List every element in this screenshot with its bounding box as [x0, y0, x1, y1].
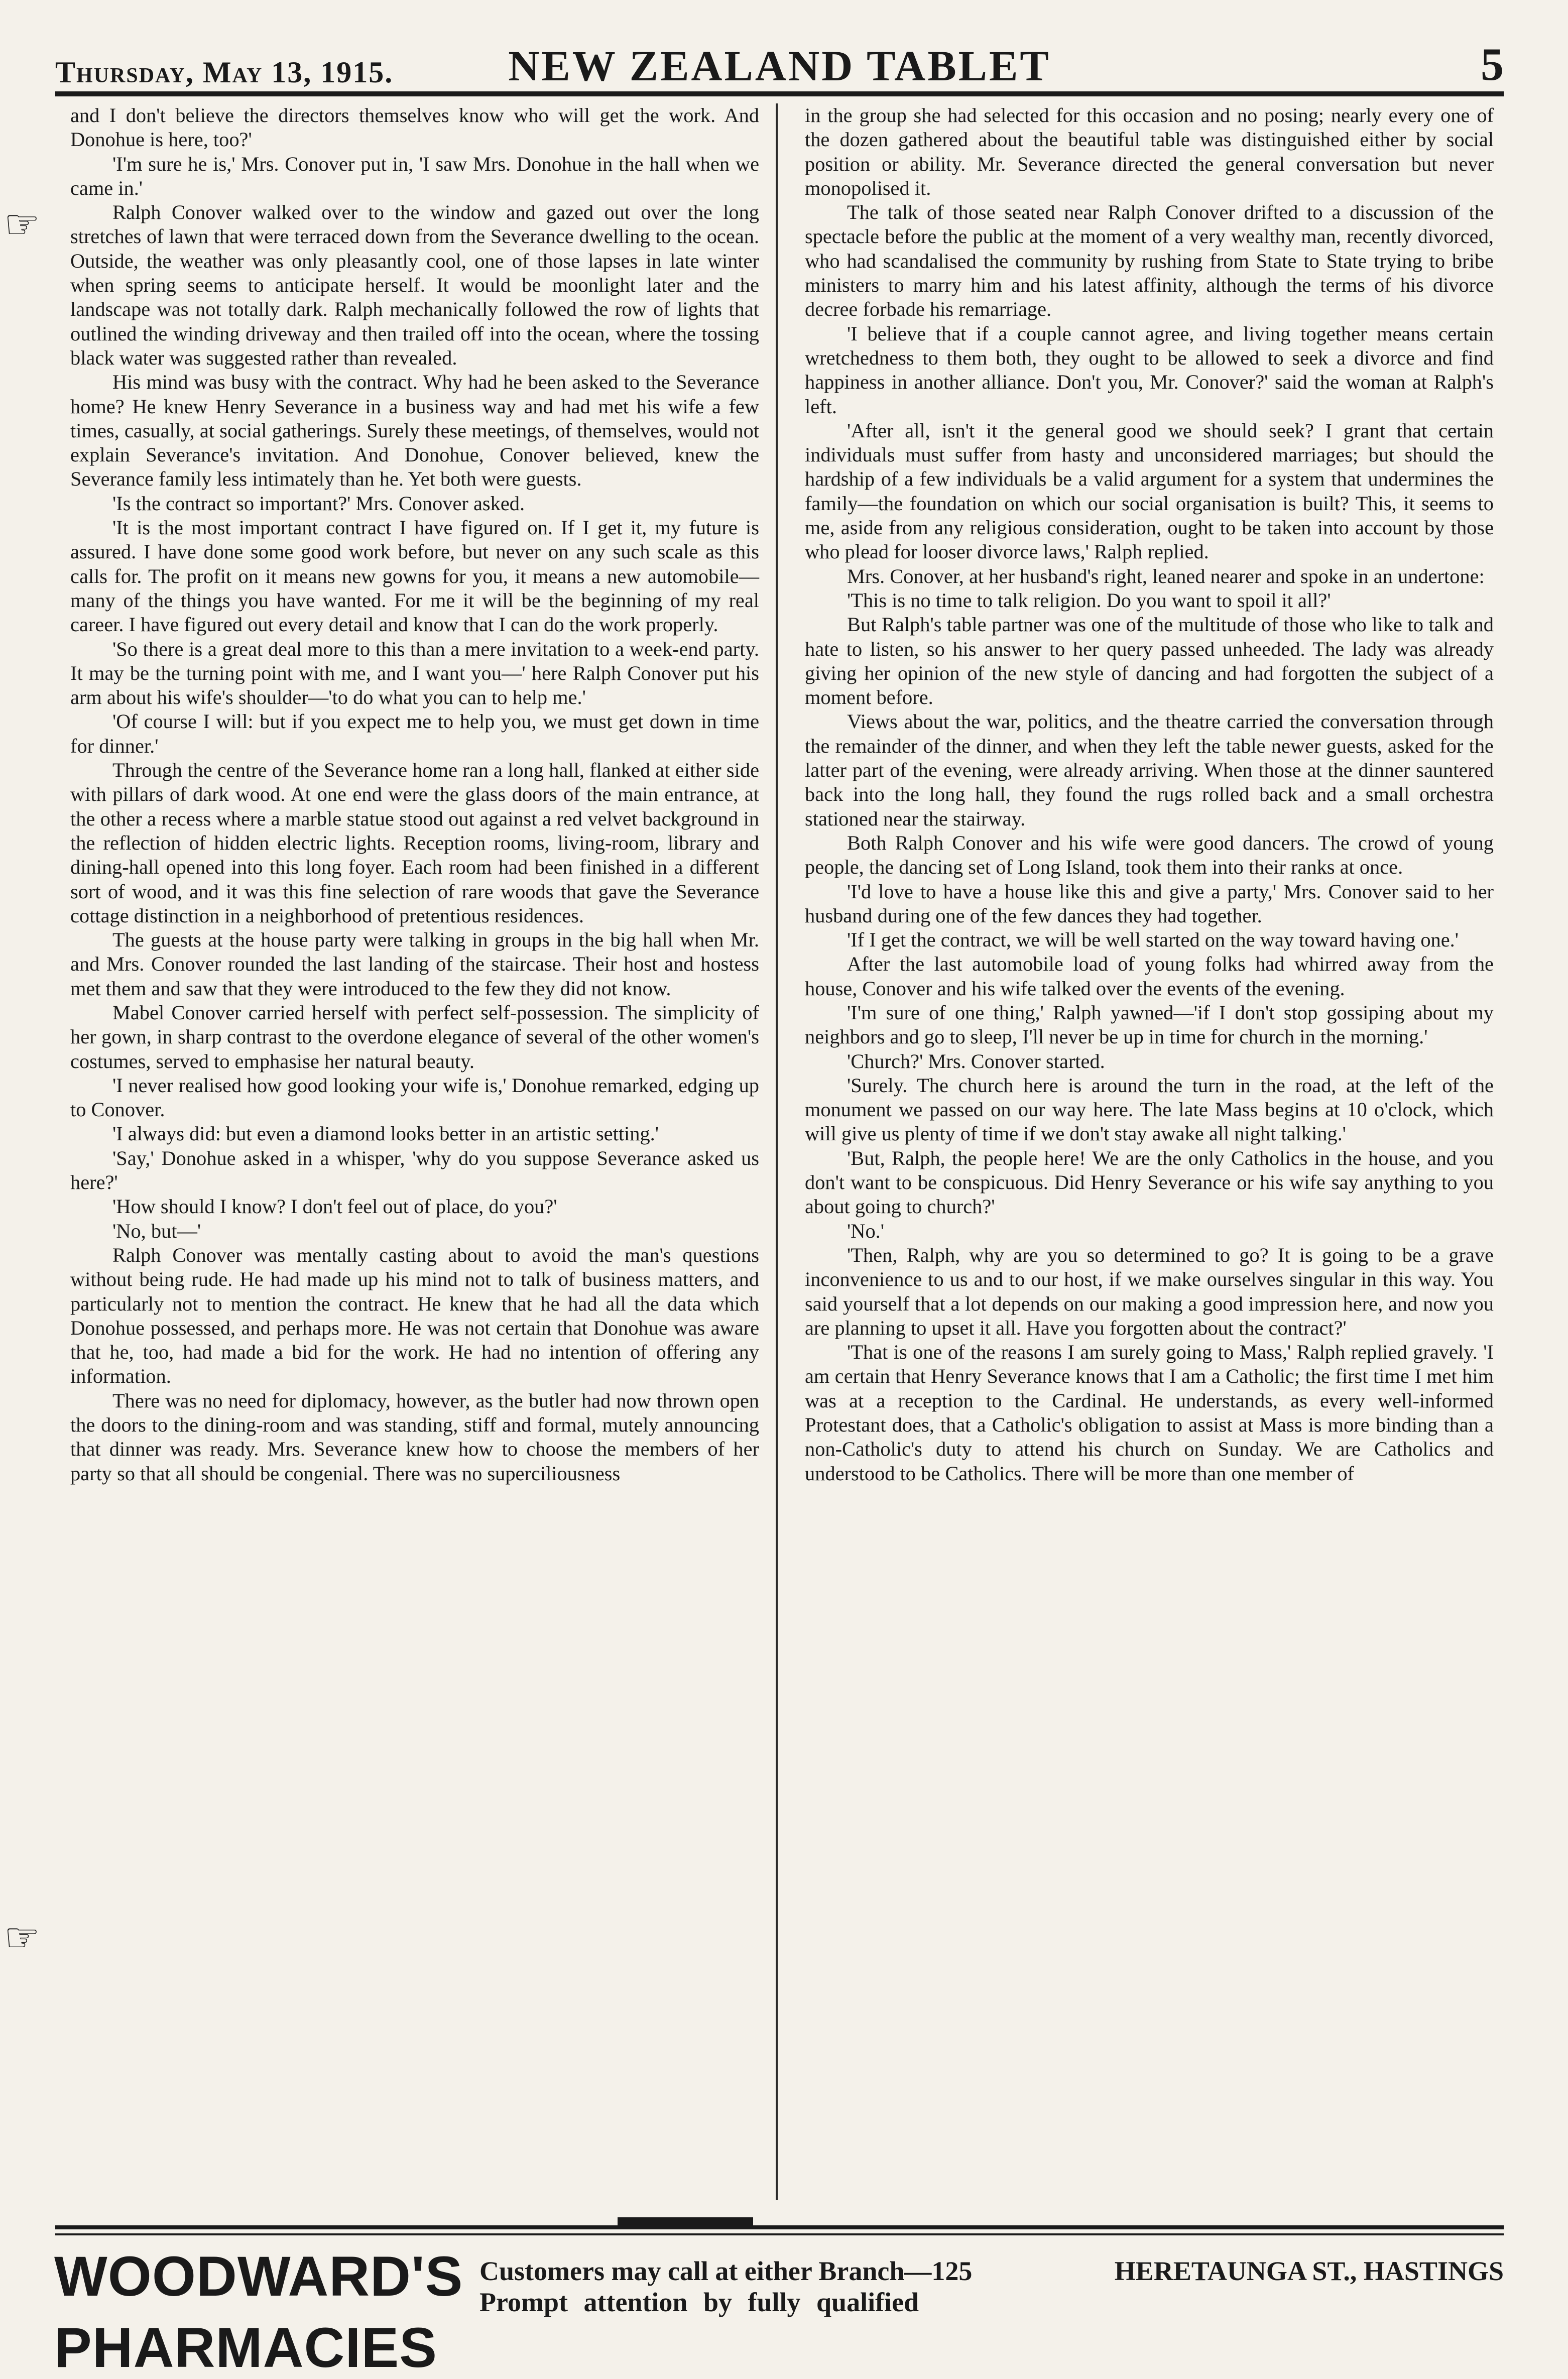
- paragraph: The talk of those seated near Ralph Conover drifted to a discussion of the spectacle before the public at the moment of a very wealthy man, recently divorced, who had scandalised the community by rushing from State to State trying to bribe ministers to marry him and his latest affinity, although the terms of his divorce decree forbade his remarriage.: [805, 201, 1494, 321]
- paragraph: 'I never realised how good looking your wife is,' Donohue remarked, edging up to Conover.: [70, 1074, 759, 1121]
- paragraph: 'That is one of the reasons I am surely going to Mass,' Ralph replied gravely. 'I am certain that Henry Severance knows that I am a Catholic; the first time I met him was at a reception to the Cardinal. He understands, as every well-informed Protestant does, that a Catholic's obligation to assist at Mass is more binding than a non-Catholic's duty to attend his church on Sunday. We are Catholics and understood to be Catholics. There will be more than one member of: [805, 1341, 1494, 1485]
- pointing-hand-icon: ☞: [4, 203, 40, 247]
- paragraph: Mrs. Conover, at her husband's right, leaned nearer and spoke in an undertone:: [847, 564, 1485, 587]
- advertisement-brand-line2: PHARMACIES: [54, 2316, 437, 2379]
- paragraph: 'It is the most important contract I have figured on. If I get it, my future is assured. I have done some good work before, but never on any such scale as this calls for. The profit on it means new gowns for you, it means a new automobile—many of the things you have wanted. For me it will be the beginning of my real career. I have figured out every detail and know that I can do the work properly.: [70, 516, 759, 636]
- paragraph: Mabel Conover carried herself with perfect self-possession. The simplicity of her gown, in sharp contrast to the overdone elegance of several of the other women's costumes, served to emphasise her natural beauty.: [70, 1001, 759, 1073]
- paragraph: 'Of course I will: but if you expect me to help you, we must get down in time for dinner.': [70, 710, 759, 757]
- advertisement-line1-right: HERETAUNGA ST., HASTINGS: [1114, 2256, 1504, 2286]
- paragraph: in the group she had selected for this occasion and no posing; nearly every one of the dozen gathered about the beautiful table was distinguished either by social position or ability. Mr. Severance directed the general conversation but never monopolised it.: [805, 104, 1494, 199]
- paragraph: 'Church?' Mrs. Conover started.: [847, 1049, 1105, 1073]
- advertisement-line2: Prompt attention by fully qualified: [479, 2287, 919, 2317]
- paragraph: But Ralph's table partner was one of the multitude of those who like to talk and hate to listen, so his answer to her query passed unheeded. The lady was already giving her opinion of the new style of dancing and had forgotten the subject of a moment before.: [805, 613, 1494, 709]
- paragraph: 'I believe that if a couple cannot agree, and living together means certain wretchedness to them both, they ought to be allowed to seek a divorce and find happiness in another alliance. Don't you, Mr. Conover?' said the woman at Ralph's left.: [805, 322, 1494, 418]
- masthead: [55, 32, 1504, 90]
- page-number: 5: [1481, 39, 1504, 90]
- paragraph: 'Is the contract so important?' Mrs. Conover asked.: [112, 492, 525, 515]
- paragraph: 'But, Ralph, the people here! We are the only Catholics in the house, and you don't want to be conspicuous. Did Henry Severance or his wife say anything to you about going to church?': [805, 1146, 1494, 1218]
- article-body: [70, 103, 1499, 2200]
- paragraph: 'No, but—': [112, 1219, 201, 1242]
- left-column: [70, 103, 759, 2200]
- paragraph: 'I'd love to have a house like this and give a party,' Mrs. Conover said to her husband during one of the few dances they had together.: [805, 880, 1494, 927]
- paragraph: 'Say,' Donohue asked in a whisper, 'why do you suppose Severance asked us here?': [70, 1146, 759, 1194]
- paragraph: 'This is no time to talk religion. Do you want to spoil it all?': [847, 588, 1331, 612]
- footer-rule: [55, 2225, 1504, 2229]
- paragraph: There was no need for diplomacy, however, as the butler had now thrown open the doors to the dining-room and was standing, stiff and formal, mutely announcing that dinner was ready. Mrs. Severance knew how to choose the members of her party so that all should be congenial. There was no superciliousness: [70, 1389, 759, 1485]
- paragraph: His mind was busy with the contract. Why had he been asked to the Severance home? He knew Henry Severance in a business way and had met his wife a few times, casually, at social gatherings. Surely these meetings, of themselves, would not explain Severance's invitation. And Donohue, Conover believed, knew the Severance family less intimately than he. Yet both were guests.: [70, 371, 759, 491]
- paragraph: Views about the war, politics, and the theatre carried the conversation through the remainder of the dinner, and when they left the table newer guests, asked for the latter part of the evening, were already arriving. When those at the dinner sauntered back into the long hall, they found the rugs rolled back and a small orchestra stationed near the stairway.: [805, 710, 1494, 830]
- paragraph: 'If I get the contract, we will be well started on the way toward having one.': [847, 928, 1459, 951]
- paragraph: 'I'm sure of one thing,' Ralph yawned—'if I don't stop gossiping about my neighbors and go to sleep, I'll never be up in time for church in the morning.': [805, 1001, 1494, 1048]
- right-column: [805, 103, 1494, 2200]
- paragraph: 'I'm sure he is,' Mrs. Conover put in, 'I saw Mrs. Donohue in the hall when we came in.': [70, 152, 759, 199]
- paragraph: Both Ralph Conover and his wife were good dancers. The crowd of young people, the dancing set of Long Island, took them into their ranks at once.: [805, 831, 1494, 879]
- paragraph: Ralph Conover was mentally casting about to avoid the man's questions without being rude. He had made up his mind not to talk of business matters, and particularly not to mention the contract. He knew that he had all the data which Donohue possessed, and perhaps more. He was not certain that Donohue was aware that he, too, had made a bid for the work. He had no intention of offering any information.: [70, 1243, 759, 1388]
- paragraph: Through the centre of the Severance home ran a long hall, flanked at either side with pillars of dark wood. At one end were the glass doors of the main entrance, at the other a recess where a marble statue stood out against a red velvet background in the reflection of hidden electric lights. Reception rooms, living-room, library and dining-hall opened into this long foyer. Each room had been finished in a different sort of wood, and it was this fine selection of rare woods that gave the Severance cottage distinction in a neighborhood of pretentious residences.: [70, 759, 759, 927]
- paragraph: 'Surely. The church here is around the turn in the road, at the left of the monument we passed on our way here. The late Mass begins at 10 o'clock, which will give us plenty of time if we don't stay awake all night talking.': [805, 1074, 1494, 1145]
- paragraph: and I don't believe the directors themselves know who will get the work. And Donohue is here, too?': [70, 104, 759, 151]
- paragraph: Ralph Conover walked over to the window and gazed out over the long stretches of lawn that were terraced down from the Severance dwelling to the ocean. Outside, the weather was only pleasantly cool, one of those lapses in late winter when spring seems to anticipate herself. It would be moonlight later and the landscape was not totally dark. Ralph mechanically followed the row of lights that outlined the winding driveway and then trailed off into the ocean, where the tossing black water was suggested rather than revealed.: [70, 201, 759, 369]
- paragraph: 'So there is a great deal more to this than a mere invitation to a week-end party. It may be the turning point with me, and I want you—' here Ralph Conover put his arm about his wife's shoulder—'to do what you can to help me.': [70, 637, 759, 709]
- pointing-hand-icon: ☞: [4, 1916, 40, 1960]
- footer-rule-thin: [55, 2233, 1504, 2235]
- paragraph: 'Then, Ralph, why are you so determined to go? It is going to be a grave inconvenience to us and to our host, if we make ourselves singular in this way. You said yourself that a lot depends on our making a good impression here, and now you are planning to upset it all. Have you forgotten about the contract?': [805, 1243, 1494, 1339]
- column-divider: [776, 103, 778, 2200]
- advertisement-text: [479, 2255, 1504, 2318]
- paragraph: 'I always did: but even a diamond looks better in an artistic setting.': [112, 1122, 659, 1145]
- paragraph: The guests at the house party were talking in groups in the big hall when Mr. and Mrs. Conover rounded the last landing of the staircase. Their host and hostess met them and saw that they were introduced to the few they did not know.: [70, 928, 759, 1000]
- issue-date: Thursday, May 13, 1915.: [55, 56, 394, 89]
- paragraph: 'No.': [847, 1219, 885, 1242]
- header-rule: [55, 91, 1504, 96]
- paragraph: 'After all, isn't it the general good we should seek? I grant that certain individuals must suffer from hasty and unconsidered marriages; but should the hardship of a few individuals be a valid argument for a system that undermines the family—the foundation on which our social organisation is built? This, it seems to me, aside from any religious consideration, ought to be taken into account by those who plead for looser divorce laws,' Ralph replied.: [805, 419, 1494, 563]
- paragraph: 'How should I know? I don't feel out of place, do you?': [112, 1195, 557, 1218]
- paragraph: After the last automobile load of young folks had whirred away from the house, Conover and his wife talked over the events of the evening.: [805, 953, 1494, 1000]
- advertisement-line1-left: Customers may call at either Branch—125: [479, 2256, 973, 2286]
- publication-title: NEW ZEALAND TABLET: [508, 42, 1051, 90]
- advertisement-brand: WOODWARD'S: [54, 2245, 463, 2308]
